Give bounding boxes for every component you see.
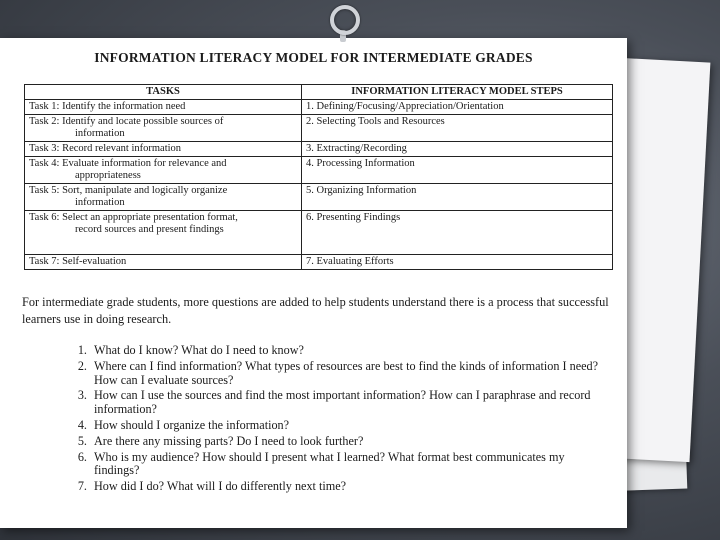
tasks-table (24, 84, 613, 270)
step-cell: 2. Selecting Tools and Resources (302, 115, 613, 142)
header-steps: INFORMATION LITERACY MODEL STEPS (302, 85, 613, 100)
task-text: Task 2: Identify and locate possible sources of (29, 116, 224, 127)
task-text-cont: information (75, 197, 125, 208)
binder-ring-icon (330, 5, 360, 35)
task-cell (25, 255, 302, 270)
document-page (0, 38, 627, 528)
task-cell (25, 142, 302, 157)
task-cell (25, 100, 302, 115)
list-item: 6. Who is my audience? How should I present what I learned? What format best communicates my findings? (90, 451, 600, 479)
step-cell: 5. Organizing Information (302, 184, 613, 211)
task-cell (25, 184, 302, 211)
step-cell: 4. Processing Information (302, 157, 613, 184)
header-tasks: TASKS (25, 85, 302, 100)
task-text: Task 1: Identify the information need (29, 101, 186, 112)
table-row (25, 142, 613, 157)
step-cell: 3. Extracting/Recording (302, 142, 613, 157)
task-text: Task 7: Self-evaluation (29, 256, 127, 267)
intro-paragraph: For intermediate grade students, more questions are added to help students understand there is a process that successful learners use in doing research. (22, 295, 609, 326)
task-cell (25, 211, 302, 255)
table-row (25, 100, 613, 115)
step-cell: 1. Defining/Focusing/Appreciation/Orientation (302, 100, 613, 115)
document-title: INFORMATION LITERACY MODEL FOR INTERMEDIATE GRADES (94, 50, 533, 65)
questions-list (68, 344, 600, 496)
task-text-cont: information (75, 128, 125, 139)
task-text-cont: record sources and present findings (75, 224, 224, 235)
table-header-row (25, 85, 613, 100)
task-text: Task 3: Record relevant information (29, 143, 182, 154)
step-cell: 6. Presenting Findings (302, 211, 613, 255)
list-item: 4. How should I organize the information? (90, 419, 600, 433)
table-row (25, 255, 613, 270)
task-text: Task 5: Sort, manipulate and logically organize (29, 185, 228, 196)
list-item: 3. How can I use the sources and find the most important information? How can I paraphrase and record information? (90, 389, 600, 417)
task-cell (25, 157, 302, 184)
list-item: 1. What do I know? What do I need to know? (90, 344, 600, 358)
table-row (25, 184, 613, 211)
task-text: Task 6: Select an appropriate presentation format, (29, 212, 238, 223)
task-text-cont: appropriateness (75, 170, 141, 181)
list-item: 5. Are there any missing parts? Do I need to look further? (90, 435, 600, 449)
list-item: 2. Where can I find information? What types of resources are best to find the kinds of information I need? How can I evaluate sources? (90, 360, 600, 388)
step-cell: 7. Evaluating Efforts (302, 255, 613, 270)
table-row (25, 115, 613, 142)
table-row (25, 157, 613, 184)
table-row (25, 211, 613, 255)
list-item: 7. How did I do? What will I do differently next time? (90, 480, 600, 494)
task-cell (25, 115, 302, 142)
task-text: Task 4: Evaluate information for relevance and (29, 158, 227, 169)
